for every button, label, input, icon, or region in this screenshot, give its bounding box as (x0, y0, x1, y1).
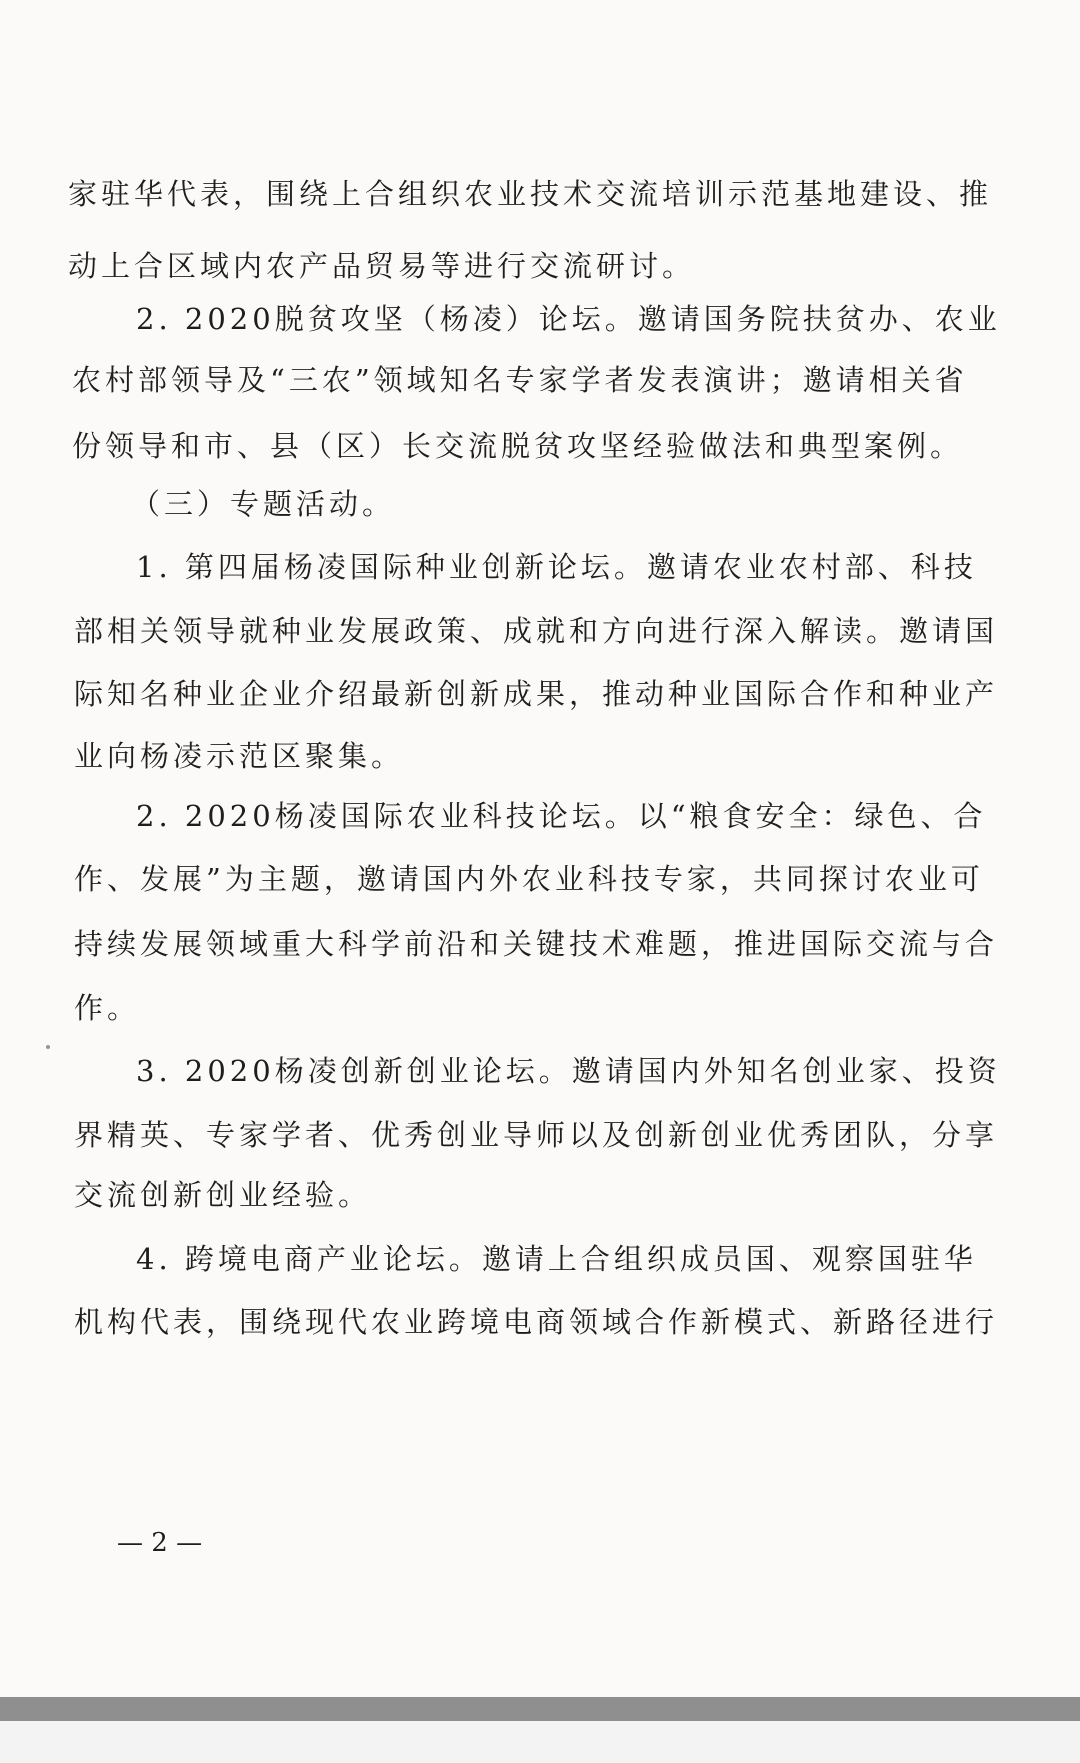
body-line-13: 持续发展领域重大科学前沿和关键技术难题，推进国际交流与合 (74, 927, 999, 961)
body-line-17: 交流创新创业经验。 (74, 1178, 372, 1212)
body-line-10: 业向杨凌示范区聚集。 (74, 739, 405, 773)
body-line-15: 3. 2020杨凌创新创业论坛。邀请国内外知名创业家、投资 (136, 1054, 1001, 1088)
body-line-5: 份领导和市、县（区）长交流脱贫攻坚经验做法和典型案例。 (72, 429, 964, 463)
body-line-4: 农村部领导及“三农”领域知名专家学者发表演讲；邀请相关省 (72, 363, 968, 397)
body-line-14: 作。 (74, 991, 141, 1025)
scan-shadow-band (0, 1697, 1080, 1721)
body-line-3: 2. 2020脱贫攻坚（杨凌）论坛。邀请国务院扶贫办、农业 (136, 302, 1001, 336)
body-line-11: 2. 2020杨凌国际农业科技论坛。以“粮食安全：绿色、合 (136, 799, 987, 833)
page-number: — 2 — (117, 1528, 203, 1558)
section-heading: （三）专题活动。 (131, 487, 396, 521)
scan-bottom-edge (0, 1721, 1080, 1763)
body-line-19: 机构代表，围绕现代农业跨境电商领域合作新模式、新路径进行 (74, 1305, 999, 1339)
scan-speck (46, 1045, 50, 1049)
body-line-1: 家驻华代表，围绕上合组织农业技术交流培训示范基地建设、推 (68, 177, 993, 211)
body-line-8: 部相关领导就种业发展政策、成就和方向进行深入解读。邀请国 (74, 614, 999, 648)
body-line-16: 界精英、专家学者、优秀创业导师以及创新创业优秀团队，分享 (74, 1118, 999, 1152)
body-line-9: 际知名种业企业介绍最新创新成果，推动种业国际合作和种业产 (74, 677, 999, 711)
body-line-12: 作、发展”为主题，邀请国内外农业科技专家，共同探讨农业可 (74, 862, 984, 896)
body-line-18: 4. 跨境电商产业论坛。邀请上合组织成员国、观察国驻华 (136, 1242, 977, 1276)
body-line-2: 动上合区域内农产品贸易等进行交流研讨。 (68, 249, 696, 283)
body-line-7: 1. 第四届杨凌国际种业创新论坛。邀请农业农村部、科技 (136, 550, 977, 584)
